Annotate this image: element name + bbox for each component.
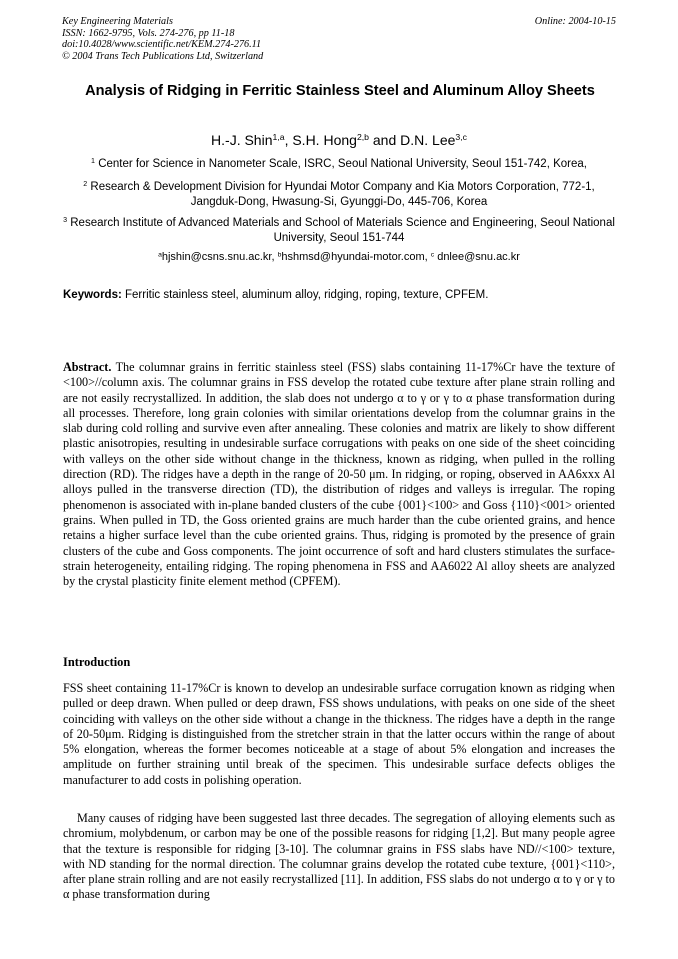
author-name: S.H. Hong: [292, 132, 357, 148]
affiliation-text: Center for Science in Nanometer Scale, ISRC, Seoul National University, Seoul 151-742, Korea,: [98, 158, 587, 170]
copyright-line: © 2004 Trans Tech Publications Ltd, Switzerland: [62, 50, 264, 62]
journal-name: Key Engineering Materials: [62, 16, 173, 27]
doi-line: doi:10.4028/www.scientific.net/KEM.274-276.11: [62, 39, 262, 51]
author-affiliation-mark: 1,a: [272, 132, 285, 143]
author-separator: and: [369, 132, 401, 148]
author-affiliation-mark: 2,b: [356, 132, 369, 143]
keywords: [63, 288, 617, 302]
affiliation: [62, 157, 616, 172]
affiliation-number: 2: [83, 180, 88, 189]
affiliation: [62, 216, 616, 245]
email-address: hshmsd@hyundai-motor.com,: [281, 251, 431, 263]
abstract: [63, 360, 615, 589]
online-date: Online: 2004-10-15: [534, 16, 616, 27]
introduction-paragraph: Many causes of ridging have been suggested last three decades. The segregation of alloying elements such as chromium, molybdenum, or carbon may be one of the possible reasons for ridging [1,2]. But many people agree that the texture is responsible for ridging [3-10]. The columnar grains in FSS slabs have ND//<100> texture, with ND standing for the normal direction. The columnar grains develop the rotated cube texture, {001}<110>, after plane strain rolling and are not easily recrystallized [11]. In addition, FSS slabs do not undergo α to γ or γ to α phase transformation during: [63, 811, 615, 902]
affiliation-text: Research Institute of Advanced Materials and School of Materials Science and Engineering, Seoul National University, Seoul 151-744: [70, 217, 615, 244]
email-address: dnlee@snu.ac.kr: [434, 251, 520, 263]
email-mark: a: [158, 251, 162, 259]
keywords-text: Ferritic stainless steel, aluminum alloy, ridging, roping, texture, CPFEM.: [121, 289, 489, 301]
abstract-label: Abstract.: [63, 360, 112, 374]
abstract-text: The columnar grains in ferritic stainless steel (FSS) slabs containing 11-17%Cr have the texture of <100>//column axis. The columnar grains in FSS develop the rotated cube texture after plane strain rolling and are not easily recrystallized. In addition, the slab does not undergo α to γ or γ to α phase transformation during all processes. Therefore, long grain colonies with similar orientations develop from the columnar grains in the slab during cold rolling and survive even after annealing. These colonies and matrix are likely to show different plastic anisotropies, resulting in undesirable surface corrugations with peaks on one side of the sheet coinciding with valleys on the other side without change in the thickness, known as ridging, when pulled in the rolling direction (RD). The ridges have a depth in the range of 20-50 μm. In ridging, or roping, observed in AA6xxx Al alloys pulled in the transverse direction (TD), the distribution of ridges and valleys is irregular. The roping phenomenon is associated with in-plane banded clusters of the cube {001}<100> and Goss {110}<001> oriented grains. When pulled in TD, the Goss oriented grains are much harder than the cube oriented grains, and hence retains a higher surface level than the cube oriented grains. Thus, ridging is promoted by the presence of grain clusters of the cube and Goss components. The joint occurrence of soft and hard clusters stimulates the surface-strain heterogeneity, entailing ridging. The roping phenomena in FSS and AA6022 Al alloy sheets are analyzed by the crystal plasticity finite element method (CPFEM).: [63, 360, 615, 589]
affiliation-text: Research & Development Division for Hyundai Motor Company and Kia Motors Corporation, 772-1, Jangduk-Dong, Hwasung-Si, Gyunggi-Do, 445-706, Korea: [90, 181, 595, 208]
introduction-paragraph: FSS sheet containing 11-17%Cr is known to develop an undesirable surface corrugation known as ridging when pulled or deep drawn. When pulled or deep drawn, FSS shows undulations, with peaks on one side of the sheet coinciding with valleys on the other side without a change in the thickness. The ridges have a depth in the range of 20-50μm. Ridging is distinguished from the stretcher strain in that the latter occurs within the range of about 5% elongation, whereas the former becomes noticeable at a stage of about 5% elongation and increases the amplitude on further straining until break of the specimen. This undesirable surface defects obliges the manufacturer to add costs in polishing operation.: [63, 681, 615, 787]
author-affiliation-mark: 3,c: [455, 132, 467, 143]
issn-line: ISSN: 1662-9795, Vols. 274-276, pp 11-18: [62, 27, 235, 39]
author-name: D.N. Lee: [400, 132, 456, 148]
affiliation: [62, 180, 616, 209]
author-separator: ,: [284, 132, 293, 148]
author-name: H.-J. Shin: [211, 132, 273, 148]
email-address: hjshin@csns.snu.ac.kr,: [161, 251, 278, 263]
affiliation-number: 3: [63, 216, 68, 225]
email-mark: b: [277, 251, 282, 259]
email-mark: c: [430, 251, 435, 259]
affiliation-number: 1: [91, 157, 95, 166]
section-heading-introduction: Introduction: [63, 655, 131, 669]
keywords-label: Keywords:: [63, 289, 122, 301]
paper-title: Analysis of Ridging in Ferritic Stainless Steel and Aluminum Alloy Sheets: [85, 83, 595, 99]
author-list: [62, 131, 616, 149]
author-emails: [62, 250, 616, 264]
journal-header: [62, 16, 616, 62]
